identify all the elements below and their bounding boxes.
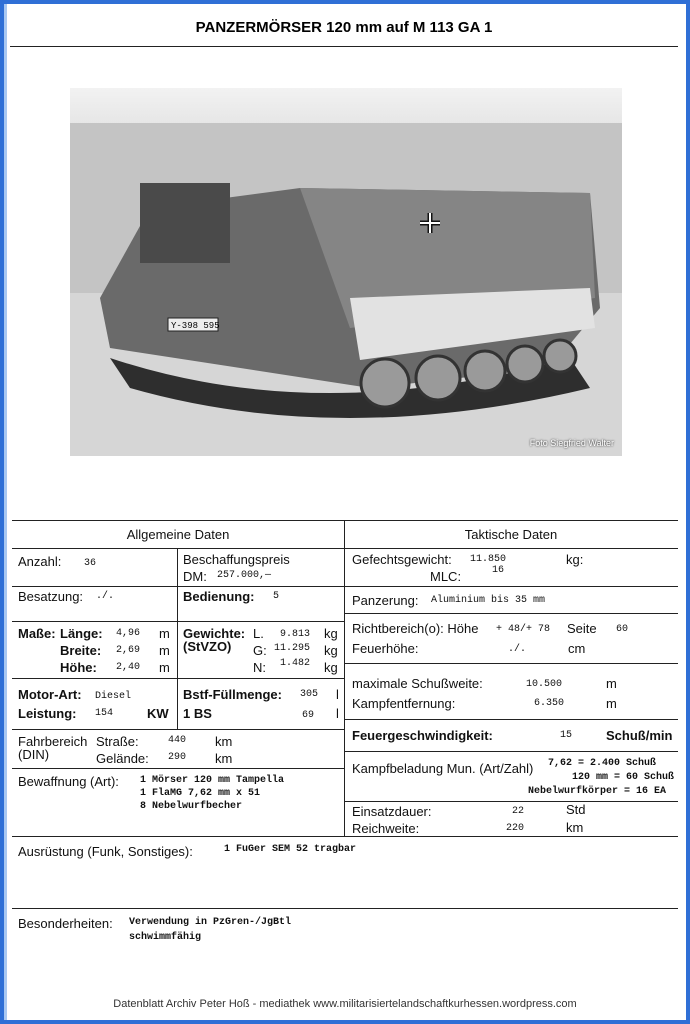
reichweite-label: Reichweite: — [352, 821, 420, 836]
l-label: L. — [253, 626, 264, 641]
gefecht-label: Gefechtsgewicht: — [352, 552, 452, 567]
unit-km: km — [566, 820, 584, 835]
panzerung-value: Aluminium bis 35 mm — [431, 595, 546, 606]
gelaende-label: Gelände: — [96, 751, 149, 766]
panzerung-label: Panzerung: — [352, 593, 419, 608]
besatzung-value: ./. — [96, 591, 115, 602]
breite-value: 2,69 — [116, 645, 141, 656]
unit-m: m — [606, 676, 617, 691]
besonderheiten-item: schwimmfähig — [129, 932, 202, 943]
feuergeschwindigkeit-value: 15 — [560, 730, 573, 741]
vehicle-photo — [70, 88, 622, 456]
data-table — [12, 520, 678, 837]
n-label: N: — [253, 660, 266, 675]
unit-std: Std — [566, 802, 586, 817]
beladung-item: 7,62 = 2.400 Schuß — [548, 758, 657, 769]
feuerhoehe-label: Feuerhöhe: — [352, 641, 419, 656]
unit-kg: kg — [324, 643, 338, 658]
besonderheiten-item: Verwendung in PzGren-/JgBtl — [129, 917, 292, 928]
feuerhoehe-value: ./. — [508, 644, 527, 655]
unit-kg: kg — [324, 660, 338, 675]
motor-value: Diesel — [95, 691, 132, 702]
bstf-value: 305 — [300, 689, 319, 700]
unit-l: l — [336, 706, 339, 721]
gewicht-g-value: 11.295 — [274, 643, 311, 654]
beladung-item: 120 mm = 60 Schuß — [572, 772, 675, 783]
kampfentfernung-value: 6.350 — [534, 698, 565, 709]
unit-km: km — [215, 751, 233, 766]
unit-km: km — [215, 734, 233, 749]
gewicht-l-value: 9.813 — [280, 629, 311, 640]
divider — [12, 908, 678, 909]
schussweite-label: maximale Schußweite: — [352, 676, 483, 691]
bewaffnung-label: Bewaffnung (Art): — [18, 774, 119, 789]
schussweite-value: 10.500 — [526, 679, 563, 690]
bedienung-value: 5 — [273, 591, 280, 602]
unit-m: m — [159, 626, 170, 641]
breite-label: Breite: — [60, 643, 102, 658]
footer-credit: Datenblatt Archiv Peter Hoß - mediathek www.militarisiertelandschaftkurhessen.wordpress.com — [113, 998, 577, 1010]
unit-kw: KW — [147, 706, 169, 721]
seite-label: Seite — [567, 621, 597, 636]
gewicht-n-value: 1.482 — [280, 658, 311, 669]
gelaende-value: 290 — [168, 752, 187, 763]
unit-m: m — [159, 660, 170, 675]
besonderheiten-label: Besonderheiten: — [18, 916, 113, 931]
beladung-item: Nebelwurfkörper = 16 EA — [528, 786, 667, 797]
bewaffnung-item: 8 Nebelwurfbecher — [140, 801, 243, 812]
fahrbereich-label: Fahrbereich — [18, 734, 88, 749]
reichweite-value: 220 — [506, 823, 525, 834]
unit-schuss-min: Schuß/min — [606, 728, 673, 743]
din-label: (DIN) — [18, 747, 50, 762]
kampfbeladung-label: Kampfbeladung Mun. (Art/Zahl) — [352, 761, 534, 776]
photo-credit: Foto Siegfried Walter — [529, 438, 614, 448]
bstf-label: Bstf-Füllmenge: — [183, 687, 282, 702]
mlc-label: MLC: — [430, 569, 462, 584]
ausruestung-label: Ausrüstung (Funk, Sonstiges): — [18, 844, 193, 859]
masse-label: Maße: — [18, 626, 56, 641]
anzahl-label: Anzahl: — [18, 554, 62, 569]
gefecht-value: 11.850 — [470, 554, 507, 565]
unit-kg: kg: — [566, 552, 584, 567]
unit-m: m — [606, 696, 617, 711]
tactical-data-header: Taktische Daten — [464, 527, 558, 542]
leistung-label: Leistung: — [18, 706, 77, 721]
ausruestung-value: 1 FuGer SEM 52 tragbar — [224, 844, 357, 855]
anzahl-value: 36 — [84, 558, 97, 569]
page-title: PANZERMÖRSER 120 mm auf M 113 GA 1 — [10, 8, 678, 47]
hoehe-label: Höhe: — [60, 660, 97, 675]
hoehe-value: 2,40 — [116, 662, 141, 673]
unit-kg: kg — [324, 626, 338, 641]
strasse-label: Straße: — [96, 734, 139, 749]
mlc-value: 16 — [492, 565, 505, 576]
kampfentfernung-label: Kampfentfernung: — [352, 696, 456, 711]
leistung-value: 154 — [95, 708, 114, 719]
laenge-label: Länge: — [60, 626, 103, 641]
vehicle-illustration — [70, 88, 622, 456]
richtbereich-label: Richtbereich(o): Höhe — [352, 621, 479, 636]
bedienung-label: Bedienung: — [183, 589, 255, 604]
laenge-value: 4,96 — [116, 628, 141, 639]
bewaffnung-item: 1 FlaMG 7,62 mm x 51 — [140, 788, 261, 799]
motor-label: Motor-Art: — [18, 687, 82, 702]
g-label: G: — [253, 643, 267, 658]
bs-value: 69 — [302, 710, 315, 721]
stvzo-label: (StVZO) — [183, 639, 232, 654]
preis-label: Beschaffungspreis — [183, 552, 290, 567]
general-data-header: Allgemeine Daten — [126, 527, 230, 542]
license-plate: Y-398 595 — [171, 321, 220, 331]
preis-value: 257.000,— — [217, 570, 272, 581]
seite-value: 60 — [616, 624, 629, 635]
bs-label: 1 BS — [183, 706, 212, 721]
strasse-value: 440 — [168, 735, 187, 746]
bewaffnung-item: 1 Mörser 120 mm Tampella — [140, 775, 285, 786]
unit-cm: cm — [568, 641, 586, 656]
besatzung-label: Besatzung: — [18, 589, 84, 604]
unit-l: l — [336, 687, 339, 702]
einsatzdauer-label: Einsatzdauer: — [352, 804, 432, 819]
gewichte-label: Gewichte: — [183, 626, 246, 641]
feuergeschwindigkeit-label: Feuergeschwindigkeit: — [352, 728, 493, 743]
dm-label: DM: — [183, 569, 207, 584]
einsatzdauer-value: 22 — [512, 806, 525, 817]
unit-m: m — [159, 643, 170, 658]
richt-hoehe-value: + 48/+ 78 — [496, 624, 551, 635]
